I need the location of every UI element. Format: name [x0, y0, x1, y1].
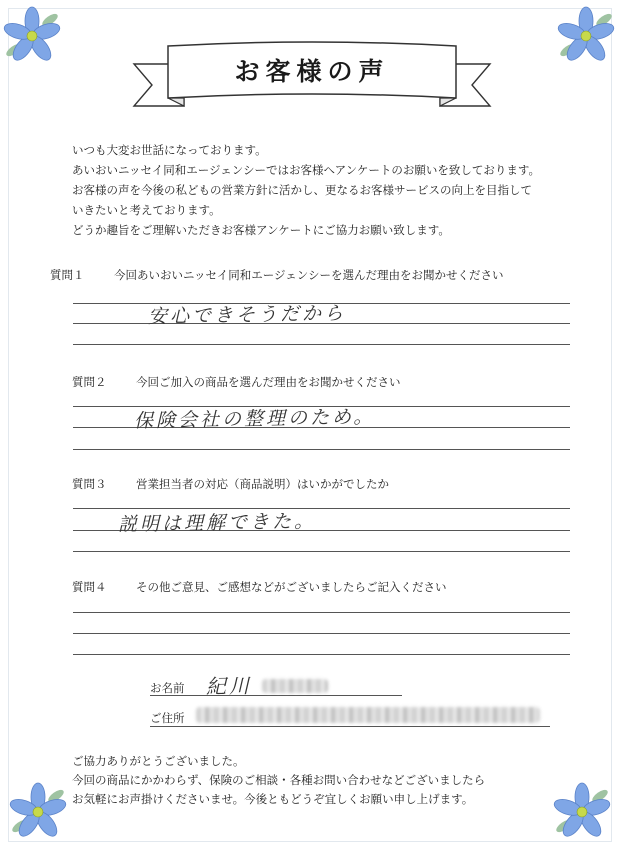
question-2-text: 今回ご加入の商品を選んだ理由をお聞かせください: [136, 375, 401, 389]
question-4-text: その他ご意見、ご感想などがございましたらご記入ください: [136, 580, 447, 594]
question-2-label: 質問２: [72, 375, 107, 389]
address-line: [150, 726, 550, 727]
flower-decoration-top-right: [556, 6, 616, 66]
title-ribbon: [132, 36, 492, 118]
intro-line: いつも大変お世話になっております。: [72, 143, 267, 157]
name-label: お名前: [150, 681, 185, 695]
address-label: ご住所: [150, 711, 185, 725]
closing-paragraph: [72, 752, 612, 809]
flower-decoration-top-left: [2, 6, 62, 66]
closing-line: お気軽にお声掛けくださいませ。今後ともどうぞ宜しくお願い申し上げます。: [72, 792, 474, 806]
question-1-answer: 安心できそうだから: [147, 302, 347, 328]
question-3-answer: 説明は理解できた。: [117, 510, 317, 536]
answer-line: [73, 612, 570, 613]
intro-line: あいおいニッセイ同和エージェンシーではお客様へアンケートのお願いを致しております。: [72, 163, 540, 177]
question-4-label: 質問４: [72, 580, 107, 594]
closing-line: 今回の商品にかかわらず、保険のご相談・各種お問い合わせなどございましたら: [72, 773, 486, 787]
intro-paragraph: [72, 140, 592, 240]
name-handwriting: 紀川: [205, 673, 253, 699]
answer-line: [73, 449, 570, 450]
question-3-label: 質問３: [72, 477, 107, 491]
closing-line: ご協力ありがとうございました。: [72, 754, 245, 768]
question-1-label: 質問１: [50, 268, 85, 282]
answer-line: [73, 344, 570, 345]
answer-line: [73, 551, 570, 552]
redacted-address: [196, 707, 540, 723]
answer-line: [73, 654, 570, 655]
intro-line: どうか趣旨をご理解いただきお客様アンケートにご協力お願い致します。: [72, 223, 450, 237]
page-title: お客様の声: [234, 57, 390, 86]
name-line: [150, 695, 402, 696]
answer-line: [73, 633, 570, 634]
redacted-name: [262, 679, 328, 693]
question-2-answer: 保険会社の整理のため。: [133, 405, 376, 433]
intro-line: いきたいと考えております。: [72, 203, 221, 217]
intro-line: お客様の声を今後の私どもの営業方針に活かし、更なるお客様サービスの向上を目指して: [72, 183, 532, 197]
question-1-text: 今回あいおいニッセイ同和エージェンシーを選んだ理由をお聞かせください: [114, 268, 504, 282]
question-3-text: 営業担当者の対応（商品説明）はいかがでしたか: [136, 477, 389, 491]
flower-decoration-bottom-left: [8, 782, 68, 842]
